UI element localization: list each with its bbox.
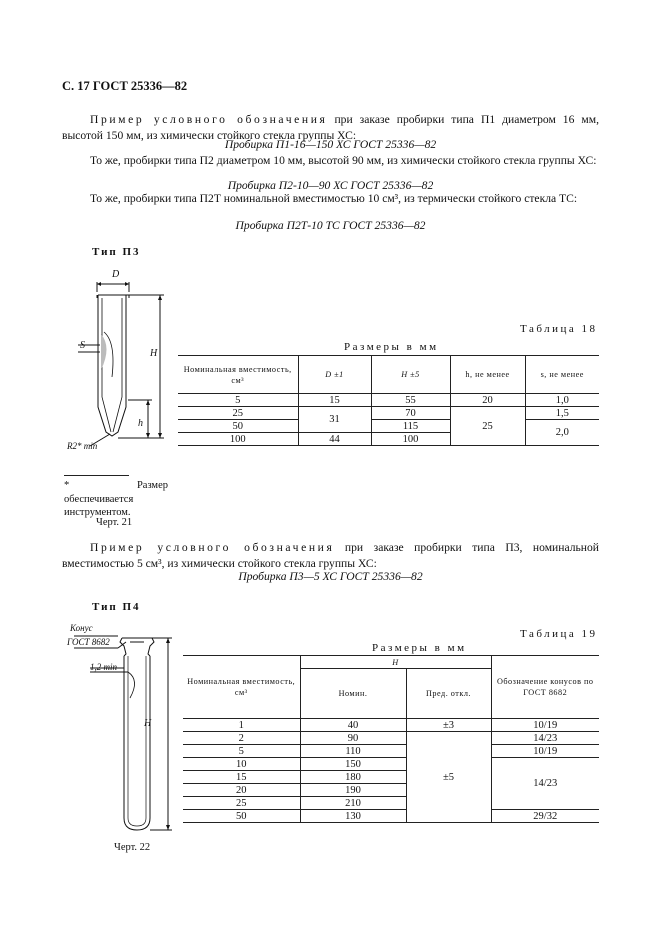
table18-cell: 115	[371, 420, 450, 433]
table18-cell: 44	[298, 433, 371, 446]
table19-header-dev: Пред. откл.	[406, 669, 491, 719]
table19-cell: 15	[236, 771, 247, 783]
table-row	[183, 758, 599, 771]
table19-cell: 150	[300, 758, 406, 771]
label-cone: Конус	[70, 623, 93, 633]
table18-cell: 55	[371, 394, 450, 407]
caption-21: Черт. 21	[96, 517, 133, 528]
table18-header-capacity: Номинальная вместимость, см³	[183, 364, 292, 385]
table19-header-nom: Номин.	[300, 669, 406, 719]
example-2-body: То же, пробирки типа П2 диаметром 10 мм, высотой 90 мм, из химически стойкого стекла группы ХС:	[90, 154, 597, 167]
table18-cell: 25	[450, 407, 525, 446]
table19-cell: 130	[300, 810, 406, 823]
drawing-p4	[60, 620, 180, 840]
table19-cell: 2	[238, 732, 244, 744]
table19-cell: 90	[300, 732, 406, 745]
dim-D: D	[112, 269, 120, 280]
table-row	[183, 732, 599, 745]
table19-cell: 10/19	[491, 745, 599, 758]
type-p4-title: Тип П4	[92, 601, 141, 613]
type-p3-title: Тип П3	[92, 246, 141, 258]
table18-cell: 2,0	[525, 420, 599, 446]
example-3-text	[62, 191, 599, 207]
table19-cell: ±5	[406, 732, 491, 823]
table19-title: Таблица 19	[520, 628, 598, 640]
dim-S: S	[80, 340, 85, 351]
table19-header-capacity: Номинальная вместимость, см³	[183, 656, 300, 719]
table19-cell: 5	[238, 745, 244, 757]
table19-cell: 180	[300, 771, 406, 784]
table18-header-row	[178, 356, 599, 394]
label-min: 1,2 min	[90, 662, 117, 672]
table19-cell: 20	[236, 784, 247, 796]
dim-radius: R2* min	[67, 441, 98, 451]
example-p3-lead: Пример условного обозначения	[90, 541, 335, 554]
table-row	[183, 810, 599, 823]
table18-cell: 50	[232, 420, 243, 432]
table19-cell: 10	[236, 758, 247, 770]
table18-cell: 100	[371, 433, 450, 446]
table-row	[178, 420, 599, 433]
dim-H: H	[150, 348, 158, 359]
footnote-rule	[64, 475, 129, 476]
footnote: * Размер обеспечивается инструментом.	[64, 480, 168, 518]
table18-cell: 70	[371, 407, 450, 420]
caption-22: Черт. 22	[114, 842, 151, 853]
table19-cell: 29/32	[491, 810, 599, 823]
table19-subtitle: Размеры в мм	[372, 642, 467, 654]
example-2-code: Пробирка П2-10—90 ХС ГОСТ 25336—82	[227, 179, 434, 192]
table18-cell: 25	[232, 407, 243, 419]
label-gost-8682: ГОСТ 8682	[67, 637, 110, 647]
table18-cell: 1,0	[525, 394, 599, 407]
table19-cell: 14/23	[491, 732, 599, 745]
table19-cell: ±3	[406, 719, 491, 732]
table18-cell: 100	[229, 433, 246, 445]
table19-cell: 50	[236, 810, 247, 822]
page-header: С. 17 ГОСТ 25336—82	[62, 79, 188, 93]
table19-header-cone: Обозначение конусов по ГОСТ 8682	[491, 656, 599, 719]
example-1-lead: Пример условного обозначения	[90, 113, 328, 126]
table19-cell: 110	[300, 745, 406, 758]
table19-cell: 40	[300, 719, 406, 732]
table-row	[178, 394, 599, 407]
example-3-code: Пробирка П2Т-10 ТС ГОСТ 25336—82	[235, 219, 426, 232]
table18-cell: 15	[298, 394, 371, 407]
table19-cell: 14/23	[491, 758, 599, 810]
table19-header-row	[183, 656, 599, 669]
example-1-body: при заказе пробирки типа П1 диаметром 16 мм, высотой 150 мм, из химически стойкого стекла группы ХС:	[62, 113, 599, 142]
table19	[183, 655, 599, 823]
example-2-text	[62, 153, 599, 169]
table18-header-D: D ±1	[298, 356, 371, 394]
table18-header-h: h, не менее	[450, 356, 525, 394]
dim-H-p4: H	[144, 718, 152, 729]
table18-cell: 20	[450, 394, 525, 407]
table19-cell: 10/19	[491, 719, 599, 732]
example-p3-text	[62, 540, 599, 571]
table18-cell: 1,5	[525, 407, 599, 420]
example-3-body: То же, пробирки типа П2Т номинальной вместимостью 10 см³, из термически стойкого стекла ТС:	[90, 192, 578, 205]
table19-cell: 1	[238, 719, 244, 731]
table18-title: Таблица 18	[520, 323, 598, 335]
example-p3-code: Пробирка П3—5 ХС ГОСТ 25336—82	[238, 570, 423, 583]
table18-cell: 5	[235, 394, 241, 406]
table19-cell: 210	[300, 797, 406, 810]
drawing-p3	[60, 262, 180, 462]
example-1-code: Пробирка П1-16—150 ХС ГОСТ 25336—82	[224, 138, 437, 151]
table-row	[183, 719, 599, 732]
table18-cell: 31	[298, 407, 371, 433]
table18-header-s: s, не менее	[525, 356, 599, 394]
table19-cell: 25	[236, 797, 247, 809]
table18	[178, 355, 599, 446]
table18-header-H: H ±5	[371, 356, 450, 394]
table-row	[178, 407, 599, 420]
table19-header-H: H	[300, 656, 491, 669]
table19-cell: 190	[300, 784, 406, 797]
example-p3-body: при заказе пробирки типа П3, номинальной вместимостью 5 см³, из химически стойкого стекла группы ХС:	[62, 541, 599, 570]
table18-subtitle: Размеры в мм	[344, 341, 439, 353]
dim-h: h	[138, 418, 143, 429]
table-row	[183, 745, 599, 758]
